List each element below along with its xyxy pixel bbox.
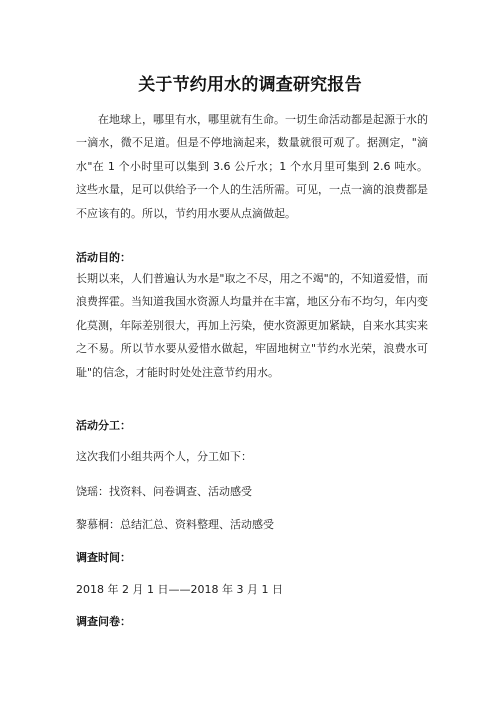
- purpose-heading: 活动目的：: [76, 251, 131, 264]
- division-heading: 活动分工：: [76, 419, 131, 432]
- member-2: 黎慕桐：总结汇总、资料整理、活动感受: [76, 518, 274, 531]
- intro-paragraph: 在地球上，哪里有水，哪里就有生命。一切生命活动都是起源于水的一滴水，微不足道。但是不停地滴起来，数量就很可观了。据测定，"滴水"在 1 个小时里可以集到 3.6 公斤水；1 个水月里可集到 2.6 吨水。这些水量，足可以供给予一个人的生活所需。可见，一点一滴的浪费都是不应该有的。所以，节约用水要从点滴做起。: [76, 113, 428, 220]
- time-range: 2018 年 2 月 1 日——2018 年 3 月 1 日: [76, 583, 283, 596]
- purpose-paragraph: 长期以来，人们普遍认为水是"取之不尽，用之不竭"的，不知道爱惜，而浪费挥霍。当知道我国水资源人均量并在丰富，地区分布不均匀，年内变化莫测，年际差别很大，再加上污染，使水资源更加紧缺，自来水其实来之不易。所以节水要从爱惜水做起，牢固地树立"节约水光荣，浪费水可耻"的信念，才能时时处处注意节约用水。: [76, 272, 428, 379]
- division-intro: 这次我们小组共两个人，分工如下：: [76, 450, 252, 463]
- member-1: 饶瑶：找资料、问卷调查、活动感受: [76, 485, 252, 498]
- time-heading: 调查时间：: [76, 551, 131, 564]
- page-title: 关于节约用水的调查研究报告: [138, 75, 362, 95]
- questionnaire-heading: 调查问卷：: [76, 615, 131, 628]
